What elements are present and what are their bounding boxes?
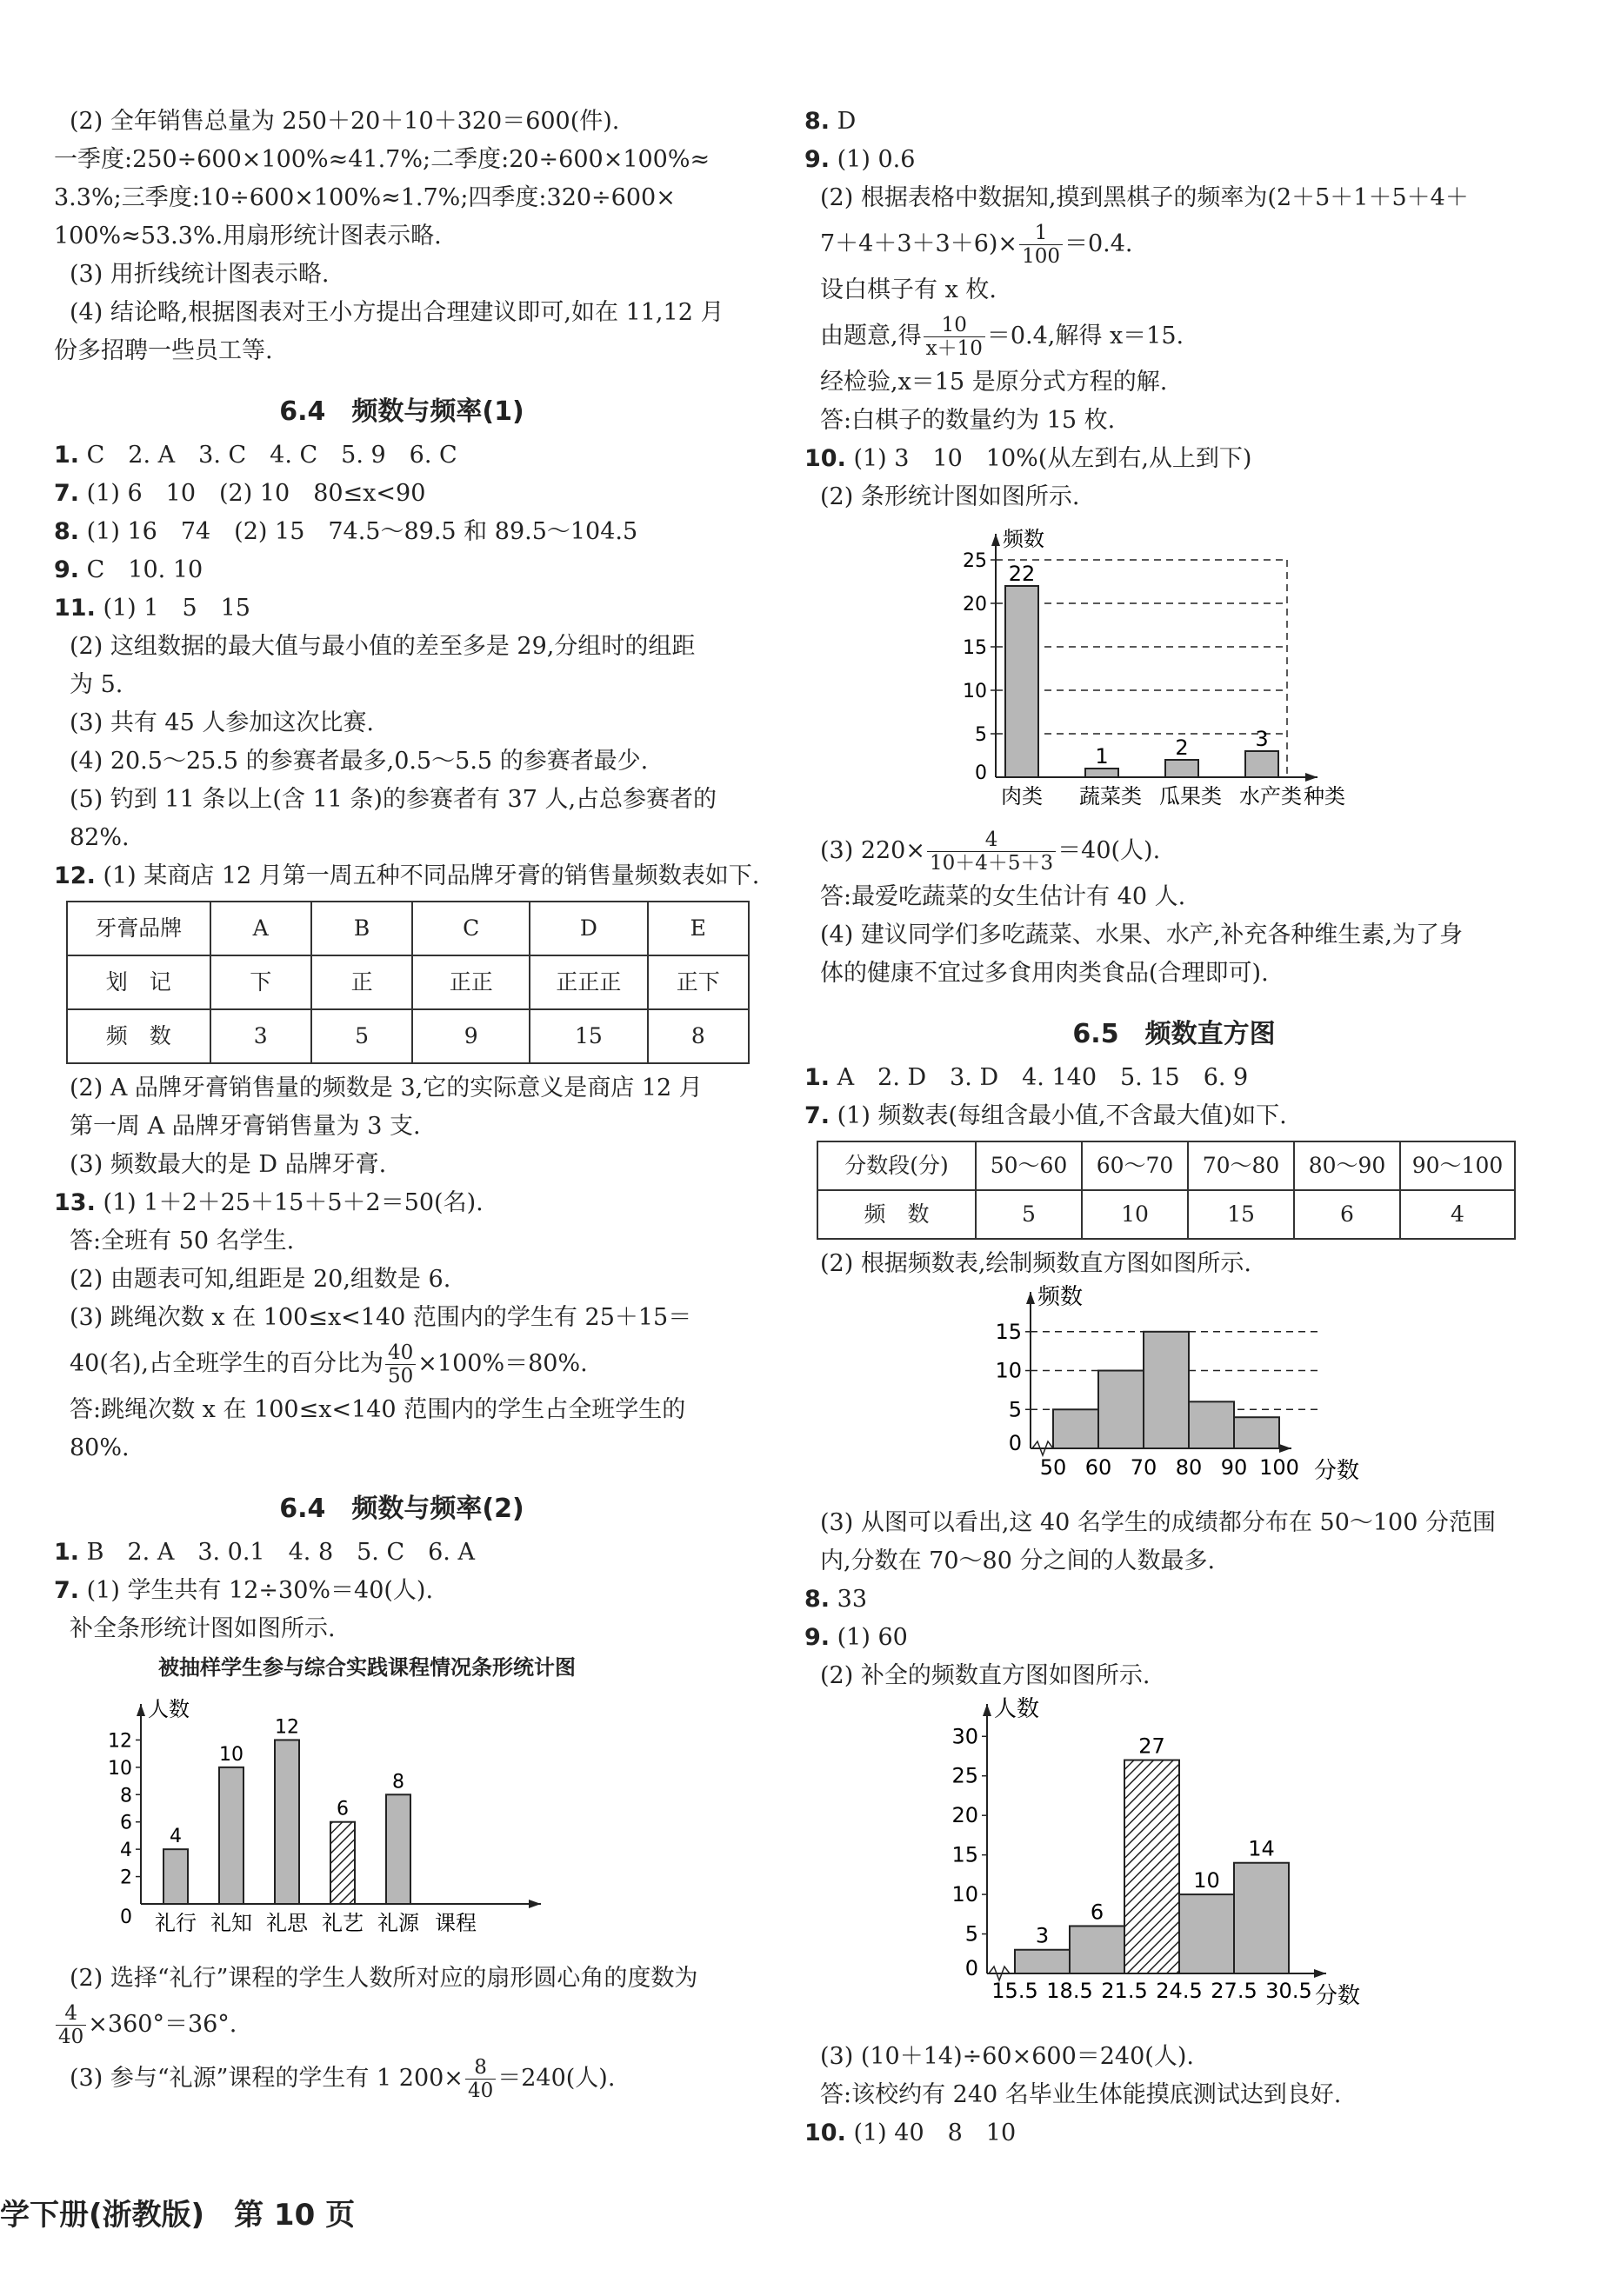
text: ＝0.4,解得 x＝15. [986, 323, 1184, 349]
text-line: 补全条形统计图如图所示. [70, 1615, 336, 1642]
text-line: 第一周 A 品牌牙膏销售量为 3 支. [70, 1113, 421, 1140]
text: (3) 参与“礼源”课程的学生有 1 200× [70, 2065, 464, 2092]
bar [386, 1794, 410, 1904]
x-tick-label: 30.5 [1265, 1979, 1312, 2003]
answer-line [804, 1619, 1544, 1657]
text-line: (4) 20.5～25.5 的参赛者最多,0.5～5.5 的参赛者最少. [70, 748, 649, 775]
bar-value-label: 14 [1248, 1836, 1275, 1861]
question-number: 10. [804, 445, 846, 472]
x-tick-label: 80 [1175, 1455, 1203, 1480]
answer-line [54, 436, 750, 475]
left-column [54, 103, 760, 2106]
table-cell: 5 [311, 1009, 412, 1063]
y-axis-arrow [991, 534, 1000, 546]
y-tick-label: 15 [951, 1842, 978, 1867]
text: 由题意,得 [820, 323, 922, 349]
denominator: 100 [1022, 245, 1060, 268]
text-line: (2) 补全的频数直方图如图所示. [820, 1662, 1151, 1689]
bar [330, 1822, 355, 1904]
bar-value-label: 22 [1008, 562, 1036, 586]
fraction [385, 1341, 416, 1388]
x-axis-label: 课程 [435, 1911, 477, 1935]
x-tick-label: 100 [1259, 1455, 1299, 1480]
question-number: 1. [54, 442, 80, 469]
y-axis-label: 频数 [1037, 1284, 1084, 1310]
fraction-line [54, 2052, 750, 2106]
answer-text: A 2. D 3. D 4. 140 5. 15 6. 9 [837, 1064, 1249, 1091]
y-tick-label: 5 [964, 1921, 978, 1947]
text-line: 体的健康不宜过多食用肉类食品(合理即可). [820, 960, 1269, 987]
histogram-bar [1015, 1950, 1070, 1973]
x-tick-label: 15.5 [991, 1979, 1038, 2003]
section-title: 6.5 频数直方图 [1072, 1019, 1276, 1049]
text-line: 答:该校约有 240 名毕业生体能摸底测试达到良好. [820, 2081, 1342, 2108]
text-line: (2) 选择“礼行”课程的学生人数所对应的扇形圆心角的度数为 [70, 1965, 698, 1992]
denominator: x＋10 [925, 337, 983, 360]
bar-value-label: 10 [219, 1743, 243, 1766]
x-tick-label: 70 [1130, 1455, 1157, 1480]
denominator: 50 [388, 1365, 414, 1388]
table-row [817, 1190, 1515, 1239]
bar [163, 1849, 188, 1904]
bar [1005, 586, 1038, 777]
category-label: 礼艺 [322, 1911, 364, 1935]
x-tick-label: 27.5 [1211, 1979, 1257, 2003]
table-cell: 正 [311, 955, 412, 1009]
y-tick-label: 5 [1008, 1397, 1022, 1422]
question-number: 7. [54, 480, 80, 507]
text-line: (2) 由题表可知,组距是 20,组数是 6. [70, 1266, 451, 1293]
table-cell: A [210, 902, 311, 955]
table-cell: 下 [210, 955, 311, 1009]
answer-line [804, 1097, 1544, 1135]
y-tick-label: 30 [951, 1724, 978, 1749]
question-number: 13. [54, 1189, 96, 1216]
answer-text: D [837, 108, 857, 135]
table-cell: B [311, 902, 412, 955]
question-number: 1. [54, 1539, 80, 1566]
table-cell: D [530, 902, 647, 955]
table-cell: 9 [412, 1009, 530, 1063]
score-histogram [804, 1283, 1431, 1492]
text-line: (5) 钓到 11 条以上(含 11 条)的参赛者有 37 人,占总参赛者的 [70, 786, 717, 813]
fraction-line [804, 824, 1544, 878]
origin-label: 0 [975, 762, 987, 784]
y-tick-label: 6 [120, 1812, 132, 1834]
question-number: 8. [804, 108, 831, 135]
histogram-bar [1124, 1760, 1179, 1973]
page-footer: 学下册(浙教版) 第 10 页 [0, 2198, 356, 2233]
y-tick-label: 8 [120, 1785, 132, 1807]
text: ＝40(人). [1057, 837, 1161, 864]
answer-text: (1) 学生共有 12÷30%＝40(人). [86, 1577, 434, 1604]
table-cell: 60～70 [1082, 1141, 1188, 1190]
text: 7＋4＋3＋3＋6)× [820, 230, 1018, 257]
fraction-line [54, 1337, 750, 1391]
text: ＝240(人). [497, 2065, 616, 2092]
answer-text: C 10. 10 [86, 556, 203, 583]
bar-value-label: 4 [170, 1826, 182, 1848]
chart-title: 被抽样学生参与综合实践课程情况条形统计图 [158, 1655, 576, 1680]
text-line: (2) 这组数据的最大值与最小值的差至多是 29,分组时的组距 [70, 633, 696, 660]
x-tick-label: 50 [1039, 1455, 1067, 1480]
y-tick-label: 20 [951, 1803, 978, 1828]
answer-text: (1) 16 74 (2) 15 74.5～89.5 和 89.5～104.5 [86, 518, 638, 545]
answer-line [54, 513, 750, 551]
y-axis-arrow [137, 1704, 145, 1716]
section-title: 6.4 频数与频率(1) [279, 396, 524, 427]
table-cell: 50～60 [976, 1141, 1082, 1190]
question-number: 8. [804, 1586, 831, 1613]
table-cell: 15 [530, 1009, 647, 1063]
x-axis-arrow [1279, 1444, 1291, 1453]
y-tick-label: 10 [995, 1358, 1022, 1383]
text-line: (3) 频数最大的是 D 品牌牙膏. [70, 1151, 387, 1178]
fitness-histogram [804, 1695, 1431, 2026]
numerator: 1 [1019, 222, 1063, 245]
table-cell: 90～100 [1400, 1141, 1515, 1190]
table-cell: 正下 [648, 955, 749, 1009]
y-axis-label: 频数 [1003, 527, 1044, 551]
table-row [817, 1141, 1515, 1190]
table-cell: 分数段(分) [817, 1141, 976, 1190]
bar [1165, 760, 1198, 777]
question-number: 11. [54, 595, 96, 622]
bar-value-label: 2 [1175, 735, 1189, 760]
bar-value-label: 27 [1138, 1734, 1165, 1759]
x-tick-label: 60 [1084, 1455, 1112, 1480]
table-cell: 15 [1188, 1190, 1294, 1239]
y-tick-label: 12 [108, 1730, 132, 1753]
table-cell: 70～80 [1188, 1141, 1294, 1190]
table-cell: 频 数 [817, 1190, 976, 1239]
text-line: (4) 结论略,根据图表对王小方提出合理建议即可,如在 11,12 月 [70, 299, 724, 326]
answer-line [54, 1572, 750, 1610]
text: ×360°＝36°. [88, 2011, 237, 2038]
answer-text: (1) 0.6 [837, 146, 916, 173]
text-line: 82%. [70, 824, 130, 851]
category-label: 礼源 [377, 1911, 419, 1935]
question-number: 10. [804, 2120, 846, 2146]
table-cell: 6 [1294, 1190, 1400, 1239]
text-line: (2) 全年销售总量为 250＋20＋10＋320＝600(件). [70, 108, 620, 135]
histogram-bar [1234, 1417, 1279, 1448]
bar-value-label: 3 [1035, 1923, 1050, 1948]
table-cell: 5 [976, 1190, 1082, 1239]
text-line: 答:白棋子的数量约为 15 枚. [820, 407, 1116, 434]
question-number: 7. [804, 1102, 831, 1129]
category-label: 礼行 [155, 1911, 197, 1935]
category-label: 瓜果类 [1159, 784, 1222, 809]
y-tick-label: 2 [120, 1867, 132, 1889]
bar-value-label: 8 [392, 1771, 404, 1794]
bar [275, 1740, 299, 1904]
x-tick-label: 24.5 [1156, 1979, 1203, 2003]
text: 40(名),占全班学生的百分比为 [70, 1350, 384, 1377]
text-line: (4) 建议同学们多吃蔬菜、水果、水产,补充各种维生素,为了身 [820, 922, 1463, 948]
answer-text: (1) 1＋2＋25＋15＋5＋2＝50(名). [103, 1189, 484, 1216]
text-line: 设白棋子有 x 枚. [820, 276, 997, 303]
fraction [1019, 222, 1063, 268]
answer-text: (1) 6 10 (2) 10 80≤x<90 [86, 480, 426, 507]
answer-line [54, 589, 750, 628]
text-line: 为 5. [70, 671, 123, 698]
origin-label: 0 [120, 1907, 132, 1928]
text-line: (3) (10＋14)÷60×600＝240(人). [820, 2043, 1194, 2070]
text-line: (2) 根据频数表,绘制频数直方图如图所示. [820, 1250, 1251, 1277]
x-axis-arrow [1305, 773, 1317, 782]
answer-line [804, 141, 1544, 179]
bar [1085, 769, 1118, 777]
numerator: 40 [385, 1341, 416, 1365]
category-label: 水产类 [1239, 784, 1302, 809]
text: (3) 220× [820, 837, 925, 864]
text-line: (3) 用折线统计图表示略. [70, 261, 330, 288]
x-tick-label: 90 [1220, 1455, 1248, 1480]
question-number: 12. [54, 862, 96, 889]
category-label: 蔬菜类 [1079, 784, 1142, 809]
x-tick-label: 18.5 [1046, 1979, 1093, 2003]
table-row [67, 1009, 749, 1063]
answer-text: C 2. A 3. C 4. C 5. 9 6. C [86, 442, 457, 469]
table-cell: 牙膏品牌 [67, 902, 210, 955]
numerator: 10 [924, 314, 985, 337]
bar-value-label: 6 [337, 1798, 349, 1820]
score-frequency-table [817, 1141, 1516, 1240]
table-cell: 划 记 [67, 955, 210, 1009]
question-number: 9. [804, 1624, 831, 1651]
section-title: 6.4 频数与频率(2) [279, 1494, 524, 1524]
answer-text: (1) 某商店 12 月第一周五种不同品牌牙膏的销售量频数表如下. [103, 862, 760, 889]
category-label: 肉类 [1001, 784, 1043, 809]
fraction-line [804, 217, 1544, 271]
histogram-bar [1144, 1332, 1189, 1448]
x-axis-arrow [1314, 1969, 1326, 1978]
fraction [927, 829, 1056, 875]
text-line: 内,分数在 70～80 分之间的人数最多. [820, 1547, 1216, 1574]
answer-line [804, 2114, 1544, 2153]
text-line: (3) 跳绳次数 x 在 100≤x<140 范围内的学生有 25＋15＝ [70, 1304, 692, 1331]
table-cell: 10 [1082, 1190, 1188, 1239]
origin-label: 0 [1008, 1431, 1022, 1455]
table-cell: C [412, 902, 530, 955]
histogram-bar [1098, 1371, 1144, 1448]
text-line: 答:跳绳次数 x 在 100≤x<140 范围内的学生占全班学生的 [70, 1396, 686, 1423]
answer-text: (1) 60 [837, 1624, 908, 1651]
question-number: 9. [54, 556, 80, 583]
fraction [56, 2002, 86, 2048]
x-axis-arrow [529, 1900, 541, 1908]
category-label: 礼思 [266, 1911, 308, 1935]
text-line: (3) 从图可以看出,这 40 名学生的成绩都分布在 50～100 分范围 [820, 1509, 1496, 1536]
y-tick-label: 20 [963, 594, 987, 616]
table-row [67, 902, 749, 955]
answer-line [54, 1534, 750, 1572]
question-number: 1. [804, 1064, 831, 1091]
x-axis-label: 分数 [1314, 1458, 1360, 1484]
answer-line [804, 1059, 1544, 1097]
table-cell: 4 [1400, 1190, 1515, 1239]
y-tick-label: 10 [108, 1757, 132, 1780]
question-number: 7. [54, 1577, 80, 1604]
table-cell: 正正正 [530, 955, 647, 1009]
text-line: 答:最爱吃蔬菜的女生估计有 40 人. [820, 883, 1186, 910]
text-line: 经检验,x＝15 是原分式方程的解. [820, 369, 1168, 396]
text-line: 份多招聘一些员工等. [54, 337, 273, 364]
y-axis-arrow [983, 1704, 991, 1716]
answer-line [804, 103, 1544, 141]
answer-line [804, 440, 1544, 478]
answer-line [54, 475, 750, 513]
bar-value-label: 1 [1095, 744, 1109, 769]
fraction-line [54, 1998, 750, 2052]
x-axis-label: 分数 [1315, 1983, 1361, 2009]
y-axis-label: 人数 [148, 1697, 190, 1721]
answer-text: 33 [837, 1586, 867, 1613]
y-tick-label: 15 [963, 637, 987, 659]
y-tick-label: 25 [951, 1763, 978, 1788]
answer-line [54, 551, 750, 589]
text: ×100%＝80%. [417, 1350, 588, 1377]
histogram-bar [1234, 1863, 1289, 1973]
course-bar-chart [54, 1687, 680, 1947]
bar-value-label: 6 [1090, 1900, 1104, 1925]
table-cell: 3 [210, 1009, 311, 1063]
text-line: 3.3%;三季度:10÷600×100%≈1.7%;四季度:320÷600× [54, 184, 676, 211]
table-cell: E [648, 902, 749, 955]
toothpaste-frequency-table [66, 901, 750, 1064]
y-tick-label: 10 [963, 681, 987, 702]
answer-line [804, 1581, 1544, 1619]
denominator: 10＋4＋5＋3 [930, 852, 1054, 875]
answer-line [54, 857, 760, 895]
answer-text: B 2. A 3. 0.1 4. 8 5. C 6. A [86, 1539, 475, 1566]
answer-text: (1) 40 8 10 [853, 2120, 1017, 2146]
y-axis-arrow [1026, 1292, 1035, 1304]
text-line: (2) 条形统计图如图所示. [820, 483, 1080, 510]
bar-value-label: 3 [1255, 727, 1269, 751]
table-cell: 正正 [412, 955, 530, 1009]
fraction [924, 314, 985, 360]
fraction-line [804, 309, 1544, 363]
text-line: (2) A 品牌牙膏销售量的频数是 3,它的实际意义是商店 12 月 [70, 1075, 703, 1101]
y-tick-label: 4 [120, 1840, 132, 1862]
text: ＝0.4. [1064, 230, 1133, 257]
text-line: 100%≈53.3%.用扇形统计图表示略. [54, 223, 442, 250]
question-number: 8. [54, 518, 80, 545]
origin-label: 0 [964, 1956, 978, 1980]
category-label: 礼知 [210, 1911, 252, 1935]
text-line: 答:全班有 50 名学生. [70, 1228, 295, 1254]
y-tick-label: 10 [951, 1882, 978, 1907]
answer-text: (1) 1 5 15 [103, 595, 250, 622]
table-cell: 频 数 [67, 1009, 210, 1063]
histogram-bar [1179, 1894, 1234, 1973]
table-row [67, 955, 749, 1009]
text-line: 80%. [70, 1434, 130, 1461]
text-line: (3) 共有 45 人参加这次比赛. [70, 709, 374, 736]
right-column [804, 103, 1544, 2153]
bar-value-label: 12 [275, 1716, 299, 1739]
histogram-bar [1189, 1401, 1234, 1448]
question-number: 9. [804, 146, 831, 173]
y-tick-label: 25 [963, 550, 987, 572]
denominator: 40 [58, 2026, 84, 2048]
bar [1245, 751, 1278, 777]
numerator: 8 [465, 2056, 496, 2080]
y-axis-label: 人数 [994, 1696, 1040, 1722]
food-bar-chart [804, 516, 1431, 812]
answer-text: (1) 频数表(每组含最小值,不含最大值)如下. [837, 1102, 1287, 1129]
histogram-bar [1070, 1926, 1124, 1973]
bar-value-label: 10 [1193, 1868, 1220, 1893]
y-tick-label: 15 [995, 1319, 1022, 1344]
bar [219, 1767, 243, 1904]
numerator: 4 [56, 2002, 86, 2026]
denominator: 40 [467, 2080, 494, 2102]
numerator: 4 [927, 829, 1056, 852]
fraction [465, 2056, 496, 2102]
y-tick-label: 5 [975, 724, 987, 746]
table-cell: 80～90 [1294, 1141, 1400, 1190]
text-line: 一季度:250÷600×100%≈41.7%;二季度:20÷600×100%≈ [54, 146, 710, 173]
answer-line [54, 1184, 750, 1222]
text-line: (2) 根据表格中数据知,摸到黑棋子的频率为(2＋5＋1＋5＋4＋ [820, 184, 1469, 211]
x-tick-label: 21.5 [1101, 1979, 1148, 2003]
answer-text: (1) 3 10 10%(从左到右,从上到下) [853, 445, 1252, 472]
histogram-bar [1053, 1409, 1098, 1448]
x-axis-label: 种类 [1304, 784, 1345, 809]
table-cell: 8 [648, 1009, 749, 1063]
